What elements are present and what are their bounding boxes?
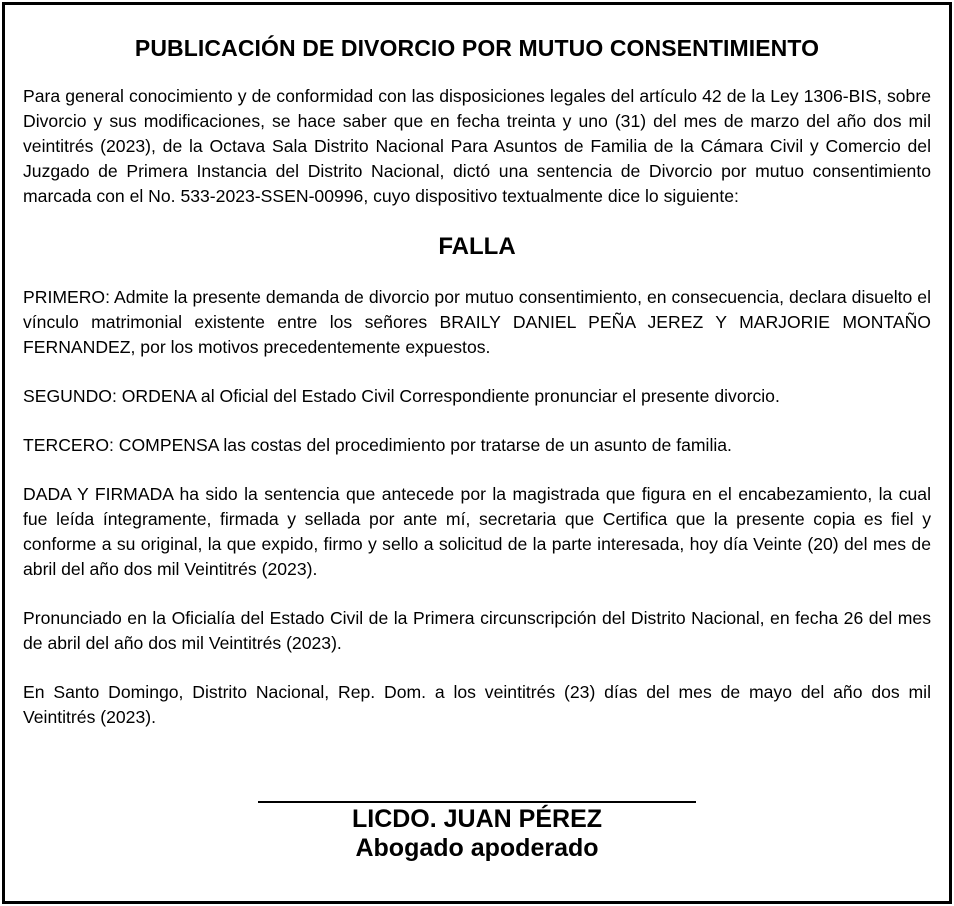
falla-heading: FALLA (438, 233, 516, 260)
signature-line (258, 801, 696, 803)
signature-block (5, 801, 949, 863)
signer-role: Abogado apoderado (355, 834, 599, 862)
dada-paragraph: DADA Y FIRMADA ha sido la sentencia que antecede por la magistrada que figura en el encabezamiento, la cual fue leída íntegramente, firmada y sellada por ante mí, secretaria que Certifica que la presente copia es fiel y conforme a su original, la que expido, firmo y sello a solicitud de la parte interesada, hoy día Veinte (20) del mes de abril del año dos mil Veintitrés (2023). (23, 484, 931, 579)
notice-title: PUBLICACIÓN DE DIVORCIO POR MUTUO CONSENTIMIENTO (134, 35, 820, 61)
intro-paragraph: Para general conocimiento y de conformidad con las disposiciones legales del artículo 42 de la Ley 1306-BIS, sobre Divorcio y sus modificaciones, se hace saber que en fecha treinta y uno (31) del mes de marzo del año dos mil veintitrés (2023), de la Octava Sala Distrito Nacional Para Asuntos de Familia de la Cámara Civil y Comercio del Juzgado de Primera Instancia del Distrito Nacional, dictó una sentencia de Divorcio por mutuo consentimiento marcada con el No. 533-2023-SSEN-00996, cuyo dispositivo textualmente dice lo siguiente: (23, 86, 931, 206)
tercero-paragraph: TERCERO: COMPENSA las costas del procedimiento por tratarse de un asunto de familia. (23, 435, 732, 455)
notice-content (23, 35, 931, 754)
primero-paragraph: PRIMERO: Admite la presente demanda de divorcio por mutuo consentimiento, en consecuencia, declara disuelto el vínculo matrimonial existente entre los señores BRAILY DANIEL PEÑA JEREZ Y MARJORIE MONTAÑO FERNANDEZ, por los motivos precedentemente expuestos. (23, 287, 931, 357)
segundo-paragraph: SEGUNDO: ORDENA al Oficial del Estado Civil Correspondiente pronunciar el presente divorcio. (23, 386, 780, 406)
lugar-fecha-paragraph: En Santo Domingo, Distrito Nacional, Rep. Dom. a los veintitrés (23) días del mes de mayo del año dos mil Veintitrés (2023). (23, 682, 931, 727)
pronunciado-paragraph: Pronunciado en la Oficialía del Estado Civil de la Primera circunscripción del Distrito Nacional, en fecha 26 del mes de abril del año dos mil Veintitrés (2023). (23, 608, 931, 653)
signer-name: LICDO. JUAN PÉREZ (351, 805, 603, 833)
notice-border (2, 2, 952, 904)
